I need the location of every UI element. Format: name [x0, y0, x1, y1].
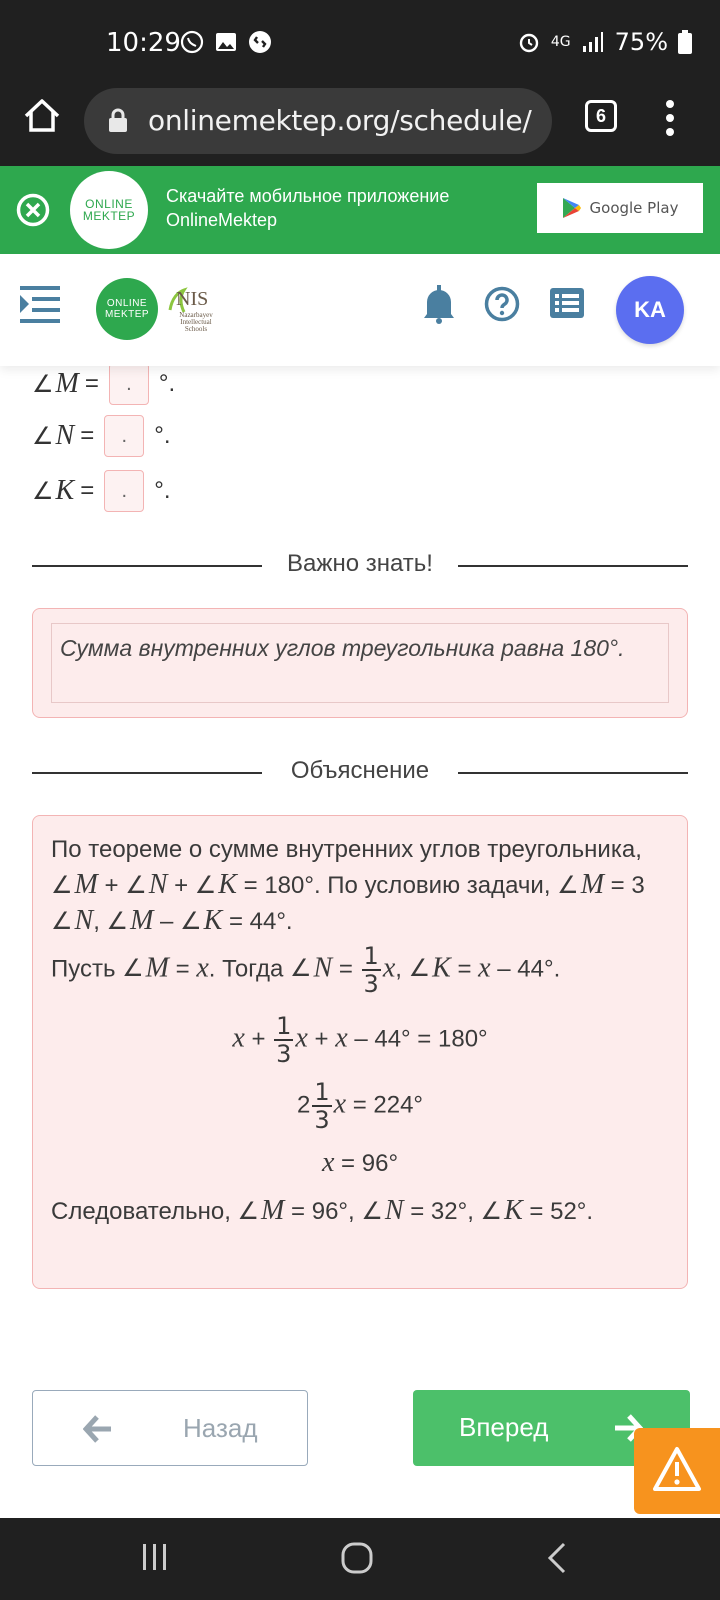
nis-title: NIS: [176, 288, 209, 310]
onlinemektep-logo: ONLINE MEKTEP: [70, 171, 148, 249]
help-icon[interactable]: [484, 286, 520, 322]
bell-icon[interactable]: [422, 284, 456, 324]
close-icon[interactable]: [16, 193, 50, 227]
onlinemektep-logo[interactable]: ONLINE MEKTEP: [96, 278, 158, 340]
explanation-conclusion: Следовательно, ∠M = 96°, ∠N = 32°, ∠K = 52°.: [51, 1195, 594, 1226]
answer-row-m: ∠ M = . °.: [32, 364, 175, 404]
clock: 10:29: [106, 28, 181, 58]
battery-icon: [678, 30, 692, 54]
app-header: [0, 254, 720, 366]
battery-percent: 75%: [614, 28, 668, 56]
back-button[interactable]: Назад: [32, 1390, 308, 1466]
next-button[interactable]: Вперед: [413, 1390, 690, 1466]
explanation-heading: Объяснение: [290, 757, 430, 784]
warning-icon: [652, 1446, 702, 1492]
gallery-icon: [214, 30, 238, 54]
explanation-divider: [32, 757, 688, 787]
arrow-left-icon: [83, 1415, 113, 1443]
avatar[interactable]: KA: [616, 276, 684, 344]
alarm-icon: [517, 30, 541, 54]
answer-input-k[interactable]: .: [104, 470, 144, 512]
google-play-button[interactable]: Google Play: [537, 183, 703, 233]
important-text: Сумма внутренних углов треугольника равна 180°.: [51, 623, 669, 703]
menu-icon[interactable]: [18, 284, 62, 324]
whatsapp-icon: [180, 30, 204, 54]
explanation-paragraph-2: Пусть ∠M = x. Тогда ∠N = $\frac{1}{3}$ x, ∠K = x – 44°.: [51, 942, 561, 998]
tab-switcher-button[interactable]: 6: [585, 100, 617, 132]
url-text: onlinemektep.org/schedule/: [148, 104, 532, 137]
app-promo-banner: [0, 166, 720, 254]
status-bar: [0, 0, 720, 88]
nis-subtitle: Nazarbayev Intellectual Schools: [179, 311, 213, 333]
list-icon[interactable]: [550, 288, 584, 318]
lock-icon: [108, 108, 128, 132]
explanation-box: [32, 815, 688, 1289]
signal-icon: [581, 30, 605, 54]
promo-text-line2: OnlineMektep: [166, 210, 278, 230]
important-divider: [32, 550, 688, 580]
answer-input-n[interactable]: .: [104, 415, 144, 457]
report-problem-button[interactable]: [634, 1428, 720, 1514]
answer-input-m[interactable]: .: [109, 363, 149, 405]
explanation-paragraph-1: По теореме о сумме внутренних углов треугольника, ∠M + ∠N + ∠K = 180°. По условию задачи, ∠M = 3 ∠N, ∠M – ∠K = 44°.: [51, 836, 645, 936]
answer-row-k: ∠ K = . °.: [32, 471, 170, 511]
back-nav-icon[interactable]: [546, 1542, 568, 1574]
address-bar[interactable]: [84, 88, 552, 154]
network-type: 4G: [550, 34, 571, 50]
formula-1: x + $\frac{1}{3}$ x + x – 44° = 180°: [232, 1012, 488, 1068]
system-nav-bar: [0, 1518, 720, 1600]
formula-3: x = 96°: [321, 1147, 399, 1178]
more-vert-icon[interactable]: [660, 98, 680, 138]
important-heading: Важно знать!: [287, 550, 433, 577]
formula-2: 2 $\frac{1}{3}$ x = 224°: [296, 1078, 424, 1134]
important-note: [32, 608, 688, 718]
recent-apps-icon[interactable]: [140, 1542, 170, 1572]
answer-row-n: ∠ N = . °.: [32, 416, 170, 456]
promo-text-line1: Скачайте мобильное приложение: [166, 186, 450, 206]
browser-toolbar: [0, 88, 720, 166]
home-nav-icon[interactable]: [340, 1542, 374, 1574]
home-icon[interactable]: [22, 96, 62, 136]
angle-symbol: ∠: [32, 370, 54, 398]
shazam-icon: [248, 30, 272, 54]
google-play-icon: [562, 197, 582, 219]
